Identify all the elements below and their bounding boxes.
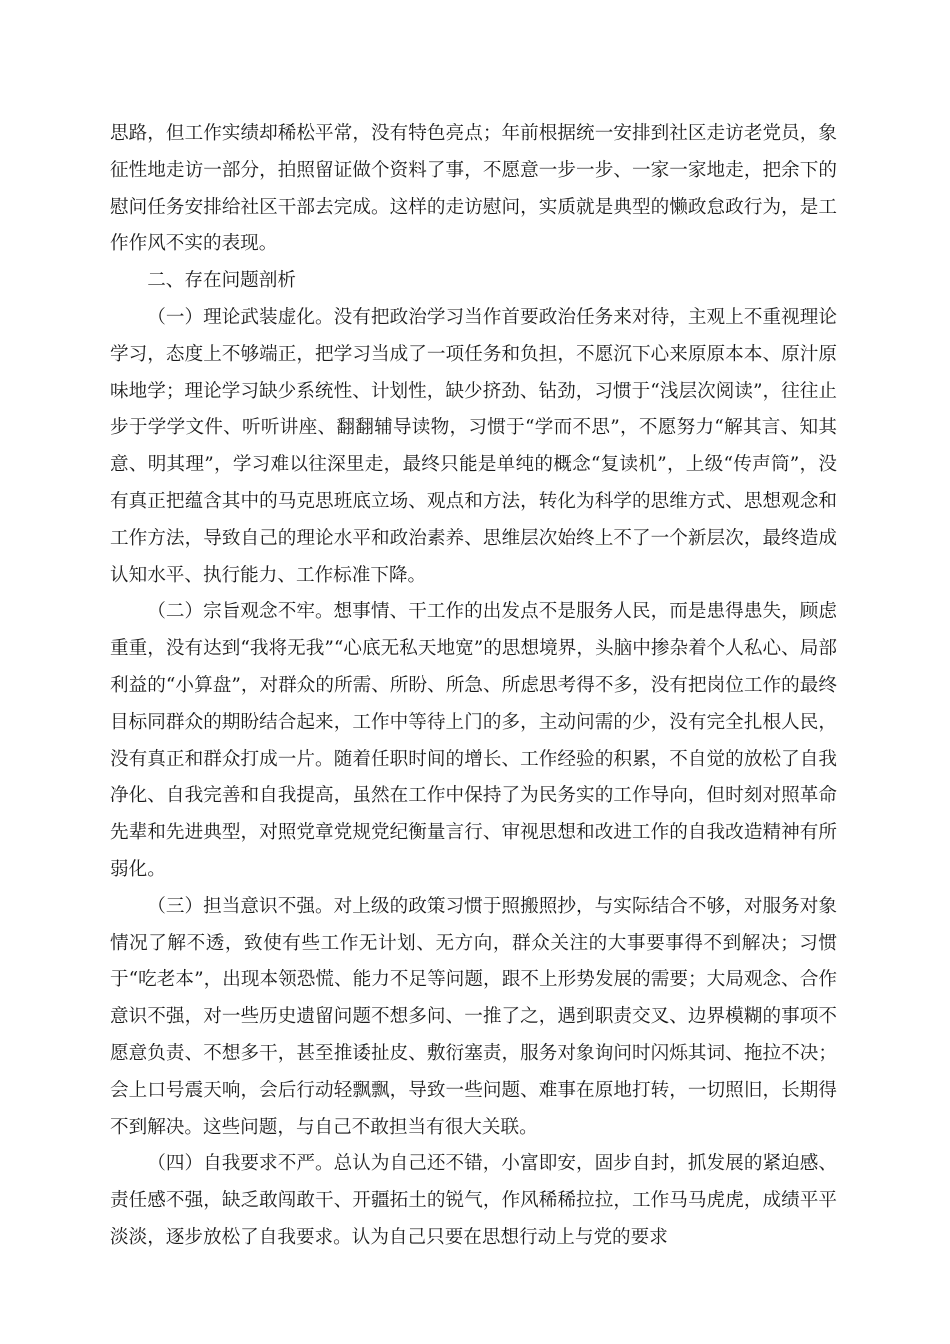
document-body <box>110 116 837 1257</box>
paragraph-continuation: 思路，但工作实绩却稀松平常，没有特色亮点；年前根据统一安排到社区走访老党员，象征性地走访一部分，拍照留证做个资料了事，不愿意一步一步、一家一家地走，把余下的慰问任务安排给社区干部去完成。这样的走访慰问，实质就是典型的懒政怠政行为，是工作作风不实的表现。 <box>110 123 837 255</box>
section-heading: 二、存在问题剖析 <box>147 270 296 292</box>
paragraph-theory: （一）理论武装虚化。没有把政治学习当作首要政治任务来对待，主观上不重视理论学习，态度上不够端正，把学习当成了一项任务和负担，不愿沉下心来原原本本、原汁原味地学；理论学习缺少系统性、计划性，缺少挤劲、钻劲，习惯于“浅层次阅读”，往往止步于学学文件、听听讲座、翻翻辅导读物，习惯于“学而不思”，不愿努力“解其言、知其意、明其理”，学习难以往深里走，最终只能是单纯的概念“复读机”，上级“传声筒”，没有真正把蕴含其中的马克思班底立场、观点和方法，转化为科学的思维方式、思想观念和工作方法，导致自己的理论水平和政治素养、思维层次始终上不了一个新层次，最终造成认知水平、执行能力、工作标准下降。 <box>110 306 837 586</box>
paragraph-self-discipline: （四）自我要求不严。总认为自己还不错，小富即安，固步自封，抓发展的紧迫感、责任感不强，缺乏敢闯敢干、开疆拓土的锐气，作风稀稀拉拉，工作马马虎虎，成绩平平淡淡，逐步放松了自我要求。认为自己只要在思想行动上与党的要求 <box>110 1153 837 1248</box>
paragraph-responsibility: （三）担当意识不强。对上级的政策习惯于照搬照抄，与实际结合不够，对服务对象情况了解不透，致使有些工作无计划、无方向，群众关注的大事要事得不到解决；习惯于“吃老本”，出现本领恐慌、能力不足等问题，跟不上形势发展的需要；大局观念、合作意识不强，对一些历史遗留问题不想多问、一推了之，遇到职责交叉、边界模糊的事项不愿意负责、不想多干，甚至推诿扯皮、敷衍塞责，服务对象询问时闪烁其词、拖拉不决；会上口号震天响，会后行动轻飘飘，导致一些问题、难事在原地打转，一切照旧，长期得不到解决。这些问题，与自己不敢担当有很大关联。 <box>110 895 837 1138</box>
paragraph-purpose: （二）宗旨观念不牢。想事情、干工作的出发点不是服务人民，而是患得患失，顾虑重重，没有达到“我将无我”“心底无私天地宽”的思想境界，头脑中掺杂着个人私心、局部利益的“小算盘”，对群众的所需、所盼、所急、所虑思考得不多，没有把岗位工作的最终目标同群众的期盼结合起来，工作中等待上门的多，主动问需的少，没有完全扎根人民，没有真正和群众打成一片。随着任职时间的增长、工作经验的积累，不自觉的放松了自我净化、自我完善和自我提高，虽然在工作中保持了为民务实的工作导向，但时刻对照革命先辈和先进典型，对照党章党规党纪衡量言行、审视思想和改进工作的自我改造精神有所弱化。 <box>110 601 837 880</box>
